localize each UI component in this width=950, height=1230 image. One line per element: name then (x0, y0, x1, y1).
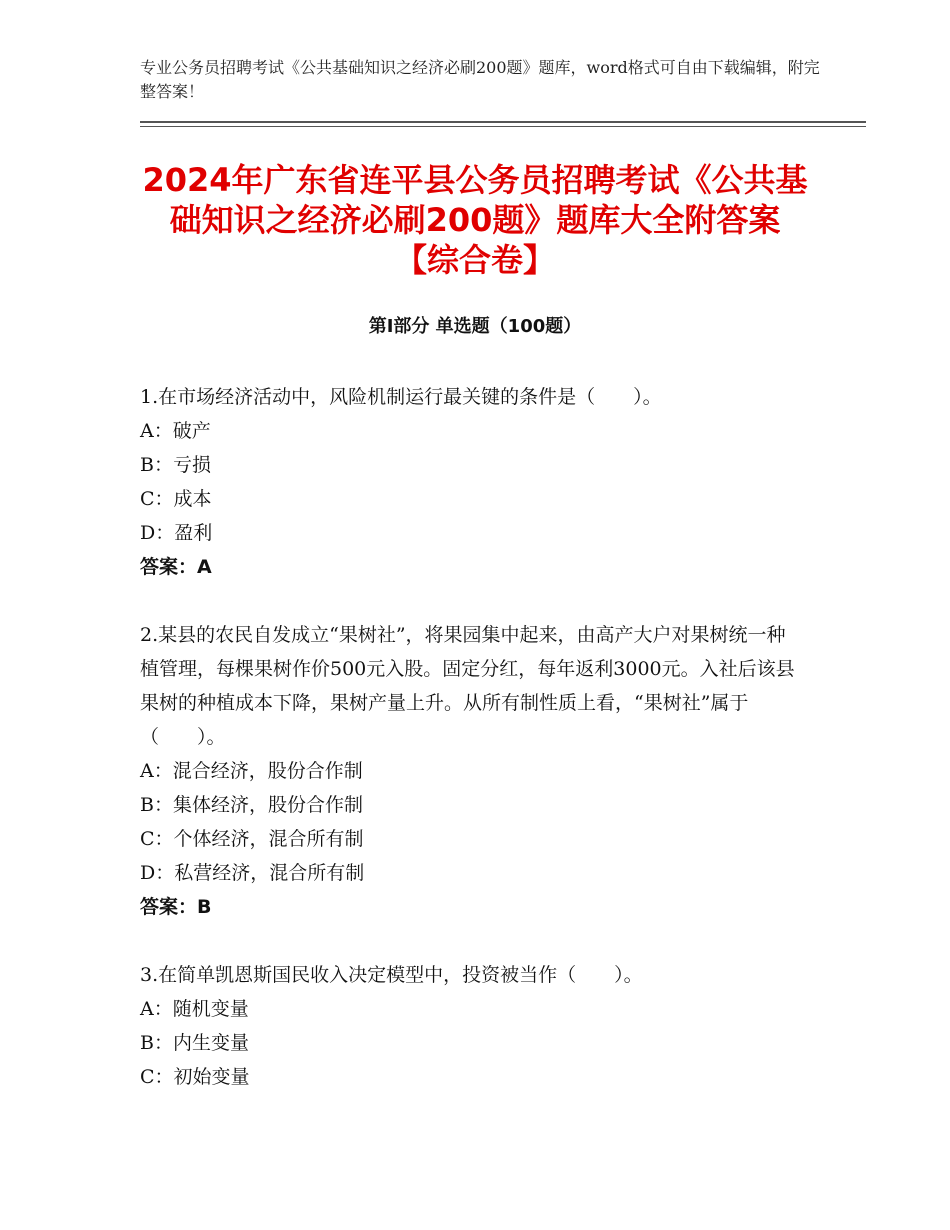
option-b: B：亏损 (140, 454, 211, 476)
header-divider-thick (140, 121, 866, 123)
option-a: A：混合经济，股份合作制 (140, 760, 363, 782)
question-3 (140, 958, 800, 1094)
option-c: C：个体经济，混合所有制 (140, 828, 364, 850)
option-d: D：私营经济，混合所有制 (140, 862, 365, 884)
question-list (140, 380, 800, 1128)
section-title: 第Ⅰ部分 单选题（100题） (368, 316, 582, 337)
option-b: B：集体经济，股份合作制 (140, 794, 363, 816)
option-a: A：随机变量 (140, 998, 249, 1020)
header-note: 专业公务员招聘考试《公共基础知识之经济必刷200题》题库，word格式可自由下载编辑，附完整答案！ (140, 58, 820, 101)
document-title: 2024年广东省连平县公务员招聘考试《公共基础知识之经济必刷200题》题库大全附答案【综合卷】 (142, 161, 808, 279)
question-2 (140, 618, 800, 924)
option-c: C：初始变量 (140, 1066, 250, 1088)
option-d: D：盈利 (140, 522, 213, 544)
header-divider-thin (140, 126, 866, 127)
option-c: C：成本 (140, 488, 212, 510)
option-b: B：内生变量 (140, 1032, 249, 1054)
answer-label: 答案：A (140, 556, 212, 578)
question-1 (140, 380, 800, 584)
question-stem: 3.在简单凯恩斯国民收入决定模型中，投资被当作（ ）。 (140, 964, 643, 986)
question-stem: 2.某县的农民自发成立“果树社”，将果园集中起来，由高产大户对果树统一种植管理，每棵果树作价500元入股。固定分红，每年返利3000元。入社后该县果树的种植成本下降，果树产量上升。从所有制性质上看，“果树社”属于（ ）。 (140, 624, 795, 748)
question-stem: 1.在市场经济活动中，风险机制运行最关键的条件是（ ）。 (140, 386, 662, 408)
answer-label: 答案：B (140, 896, 212, 918)
option-a: A：破产 (140, 420, 211, 442)
